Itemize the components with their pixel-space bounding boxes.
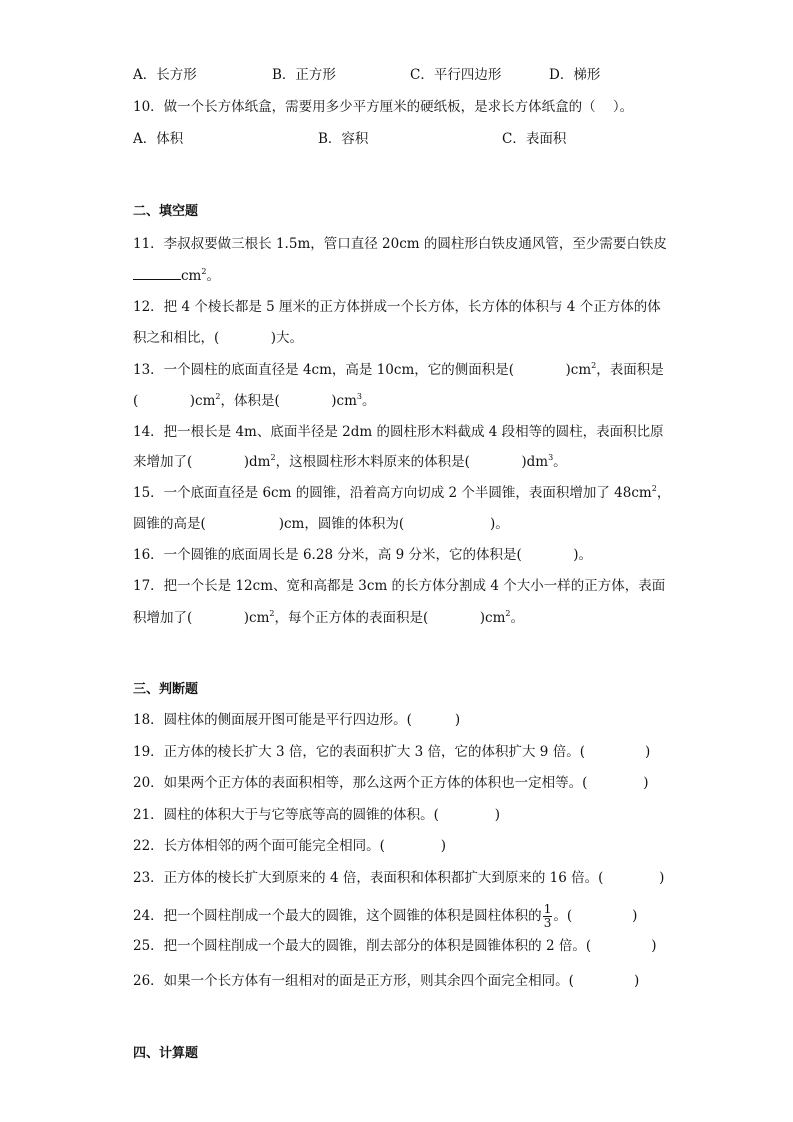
question-line — [133, 609, 524, 627]
superscript: 2 — [591, 361, 597, 370]
superscript: 2 — [270, 453, 276, 462]
line-text: 22．长方体相邻的两个面可能完全相同。( ) — [133, 838, 446, 854]
line-text: 15．一个底面直径是 6cm 的圆锥，沿着高方向切成 2 个半圆锥，表面积增加了 48cm — [133, 485, 652, 501]
question-line — [133, 972, 639, 990]
question-line — [133, 267, 220, 285]
question-line — [133, 329, 303, 347]
line-text: 23．正方体的棱长扩大到原来的 4 倍，表面积和体积都扩大到原来的 16 倍。( ) — [133, 870, 665, 886]
question-line — [133, 869, 664, 887]
line-text: 积之和相比，( )大。 — [133, 330, 304, 346]
question-line — [133, 743, 650, 761]
line-text: 。 — [206, 268, 220, 284]
section-heading-calculation: 四、计算题 — [133, 1046, 199, 1061]
superscript: 3 — [356, 392, 362, 401]
superscript: 2 — [201, 267, 207, 276]
line-text: 19．正方体的棱长扩大 3 倍，它的表面积扩大 3 倍，它的体积扩大 9 倍。( ) — [133, 744, 651, 760]
superscript: 3 — [548, 453, 554, 462]
line-text: 25．把一个圆柱削成一个最大的圆锥，削去部分的体积是圆锥体积的 2 倍。( ) — [133, 938, 657, 954]
line-text: 18．圆柱体的侧面展开图可能是平行四边形。( ) — [133, 712, 461, 728]
q10-option-c: C．表面积 — [502, 131, 567, 147]
line-text: 圆锥的高是( )cm，圆锥的体积为( )。 — [133, 516, 509, 532]
line-text: 21．圆柱的体积大于与它等底等高的圆锥的体积。( ) — [133, 807, 500, 823]
question-line — [133, 546, 592, 564]
line-text: 。 — [362, 393, 376, 409]
line-text: ，体积是( )cm — [220, 393, 357, 409]
question-line — [133, 937, 656, 955]
section-heading-true-false: 三、判断题 — [133, 682, 199, 697]
answer-blank — [133, 267, 181, 280]
line-text: 11．李叔叔要做三根长 1.5m，管口直径 20cm 的圆柱形白铁皮通风管，至少需要白铁皮 — [133, 236, 667, 252]
question-line — [133, 392, 376, 410]
question-line — [133, 774, 649, 792]
line-text: 。 — [510, 610, 524, 626]
line-text: 26．如果一个长方体有一组相对的面是正方形，则其余四个面完全相同。( ) — [133, 973, 640, 989]
line-text: 来增加了( )dm — [133, 454, 271, 470]
line-text: 16．一个圆锥的底面周长是 6.28 分米，高 9 分米，它的体积是( )。 — [133, 547, 593, 563]
q10-option-b: B．容积 — [318, 131, 369, 147]
fraction-denominator: 3 — [543, 916, 552, 930]
superscript: 2 — [505, 609, 511, 618]
line-text: 。 — [553, 454, 567, 470]
question-line — [133, 298, 661, 316]
question-line — [133, 577, 665, 595]
question-line — [133, 423, 664, 441]
fraction-numerator: 1 — [543, 902, 552, 916]
line-text: 积增加了( )cm — [133, 610, 270, 626]
line-text: 13．一个圆柱的底面直径是 4cm，高是 10cm，它的侧面积是( )cm — [133, 362, 592, 378]
line-text: 24．把一个圆柱削成一个最大的圆锥，这个圆锥的体积是圆柱体积的 — [133, 908, 542, 924]
line-text: 20．如果两个正方体的表面积相等，那么这两个正方体的体积也一定相等。( ) — [133, 775, 649, 791]
line-text: cm — [181, 268, 202, 284]
question-line — [133, 711, 460, 729]
line-text: 12．把 4 个棱长都是 5 厘米的正方体拼成一个长方体，长方体的体积与 4 个正方体的体 — [133, 299, 661, 315]
line-text: ，这根圆柱形木料原来的体积是( )dm — [275, 454, 549, 470]
line-text: ，每个正方体的表面积是( )cm — [274, 610, 506, 626]
question-line — [133, 837, 446, 855]
q10-text: 10．做一个长方体纸盒，需要用多少平方厘米的硬纸板，是求长方体纸盒的（ ）。 — [133, 99, 634, 115]
question-line — [133, 361, 664, 379]
line-text: ， — [656, 485, 671, 501]
question-line — [133, 515, 509, 533]
q10-option-a: A．体积 — [133, 131, 184, 147]
line-text: 。( ) — [553, 908, 638, 924]
question-line — [133, 903, 637, 930]
superscript: 2 — [215, 392, 221, 401]
q9-option-b: B．正方形 — [272, 67, 336, 83]
q9-option-d: D．梯形 — [549, 67, 601, 83]
question-line — [133, 806, 500, 824]
q9-option-c: C．平行四边形 — [410, 67, 502, 83]
superscript: 2 — [651, 484, 657, 493]
fraction — [543, 903, 553, 930]
question-line — [133, 453, 567, 471]
question-line — [133, 235, 667, 253]
line-text: ( )cm — [133, 393, 216, 409]
superscript: 2 — [269, 609, 275, 618]
line-text: ，表面积是 — [596, 362, 664, 378]
line-text: 14．把一根长是 4m、底面半径是 2dm 的圆柱形木料截成 4 段相等的圆柱，表面积比原 — [133, 424, 664, 440]
section-heading-fill-blank: 二、填空题 — [133, 204, 199, 219]
line-text: 17．把一个长是 12cm、宽和高都是 3cm 的长方体分割成 4 个大小一样的正方体，表面 — [133, 578, 666, 594]
q9-option-a: A．长方形 — [133, 67, 197, 83]
question-line — [133, 484, 670, 502]
